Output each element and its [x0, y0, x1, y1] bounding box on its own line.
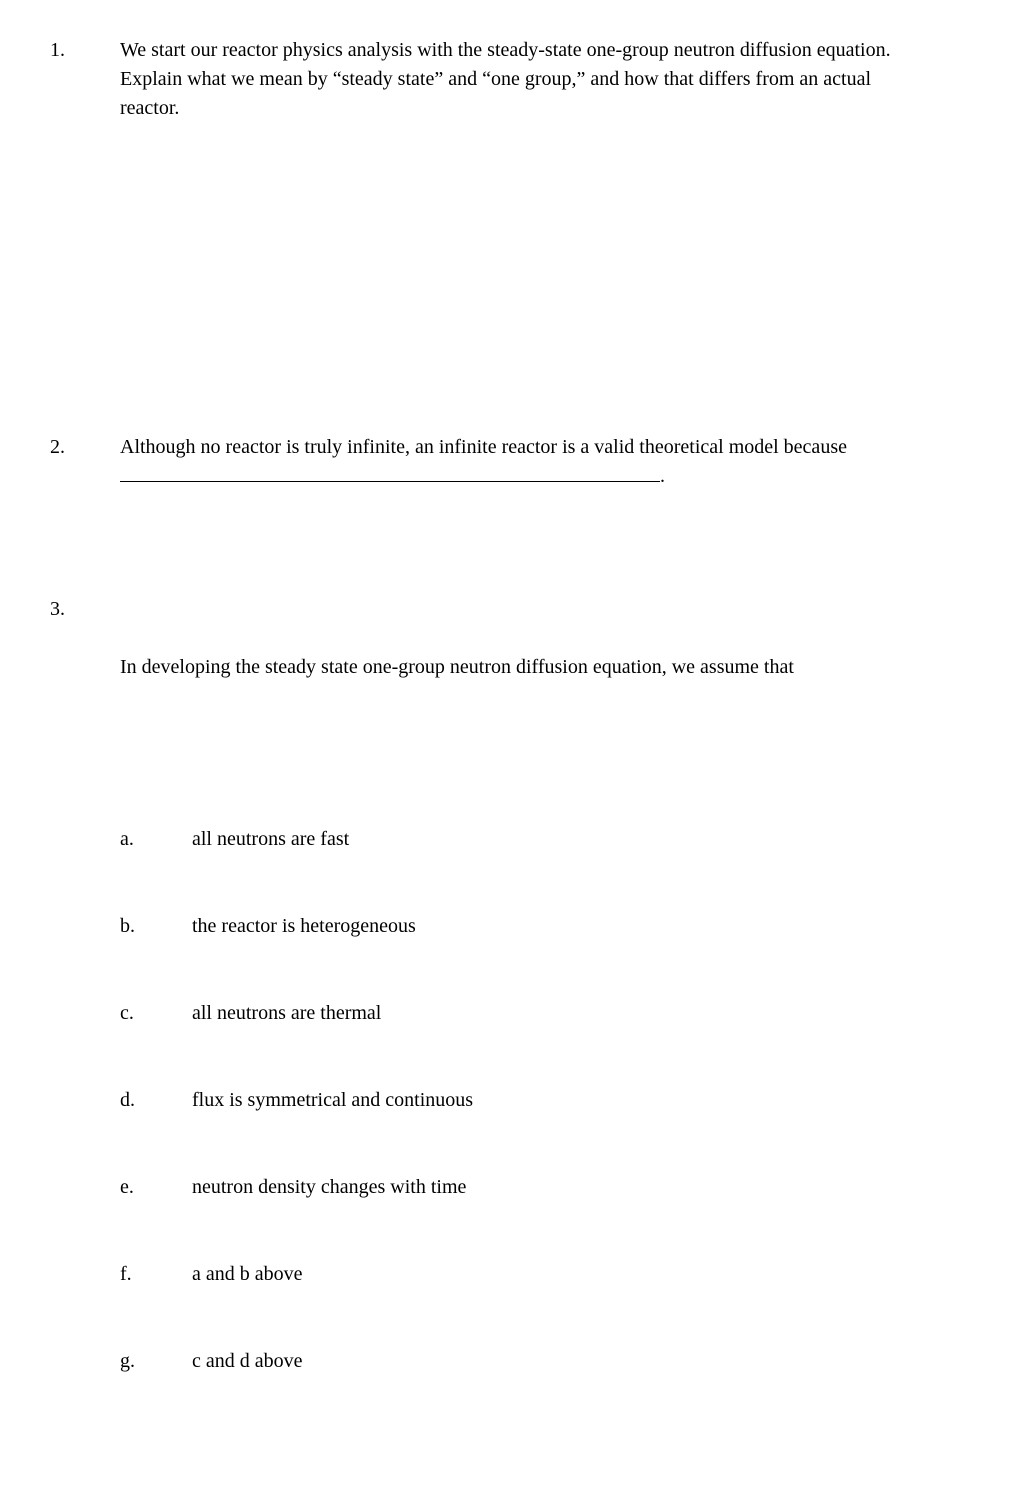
- option-row-d: [120, 1086, 915, 1115]
- option-text-c: all neutrons are thermal: [192, 1002, 382, 1024]
- option-letter-b: b.: [120, 915, 135, 937]
- option-row-b: [120, 912, 915, 941]
- question-2-text: [120, 433, 915, 491]
- option-text-d: flux is symmetrical and continuous: [192, 1089, 474, 1111]
- option-letter-a: a.: [120, 828, 134, 850]
- fill-in-blank-line: [120, 462, 660, 482]
- option-text-a: all neutrons are fast: [192, 828, 350, 850]
- question-2-period: .: [660, 465, 665, 487]
- option-row-a: [120, 825, 915, 854]
- question-3: [50, 595, 1024, 1492]
- option-letter-d: d.: [120, 1089, 135, 1111]
- question-2-number: 2.: [50, 436, 65, 458]
- question-2-sentence: Although no reactor is truly infinite, an infinite reactor is a valid theoretical model because: [120, 436, 847, 458]
- option-row-c: [120, 999, 915, 1028]
- question-3-body: [120, 595, 915, 1492]
- option-letter-e: e.: [120, 1176, 134, 1198]
- option-row-f: [120, 1260, 915, 1289]
- option-row-g: [120, 1347, 915, 1376]
- question-1-text: We start our reactor physics analysis with the steady-state one-group neutron diffusion equation. Explain what we mean by “steady state” and “one group,” and how that differs from an actual reactor.: [120, 39, 901, 119]
- question-2: [50, 433, 1024, 491]
- option-row-e: [120, 1173, 915, 1202]
- question-1: [50, 36, 1024, 123]
- option-text-b: the reactor is heterogeneous: [192, 915, 416, 937]
- question-3-number: 3.: [50, 598, 65, 620]
- question-3-text: In developing the steady state one-group neutron diffusion equation, we assume that: [120, 656, 794, 678]
- option-text-f: a and b above: [192, 1263, 303, 1285]
- question-1-number: 1.: [50, 39, 65, 61]
- option-letter-c: c.: [120, 1002, 134, 1024]
- option-letter-f: f.: [120, 1263, 132, 1285]
- option-text-e: neutron density changes with time: [192, 1176, 467, 1198]
- question-3-options: [120, 767, 915, 1434]
- option-letter-g: g.: [120, 1350, 135, 1372]
- option-text-g: c and d above: [192, 1350, 303, 1372]
